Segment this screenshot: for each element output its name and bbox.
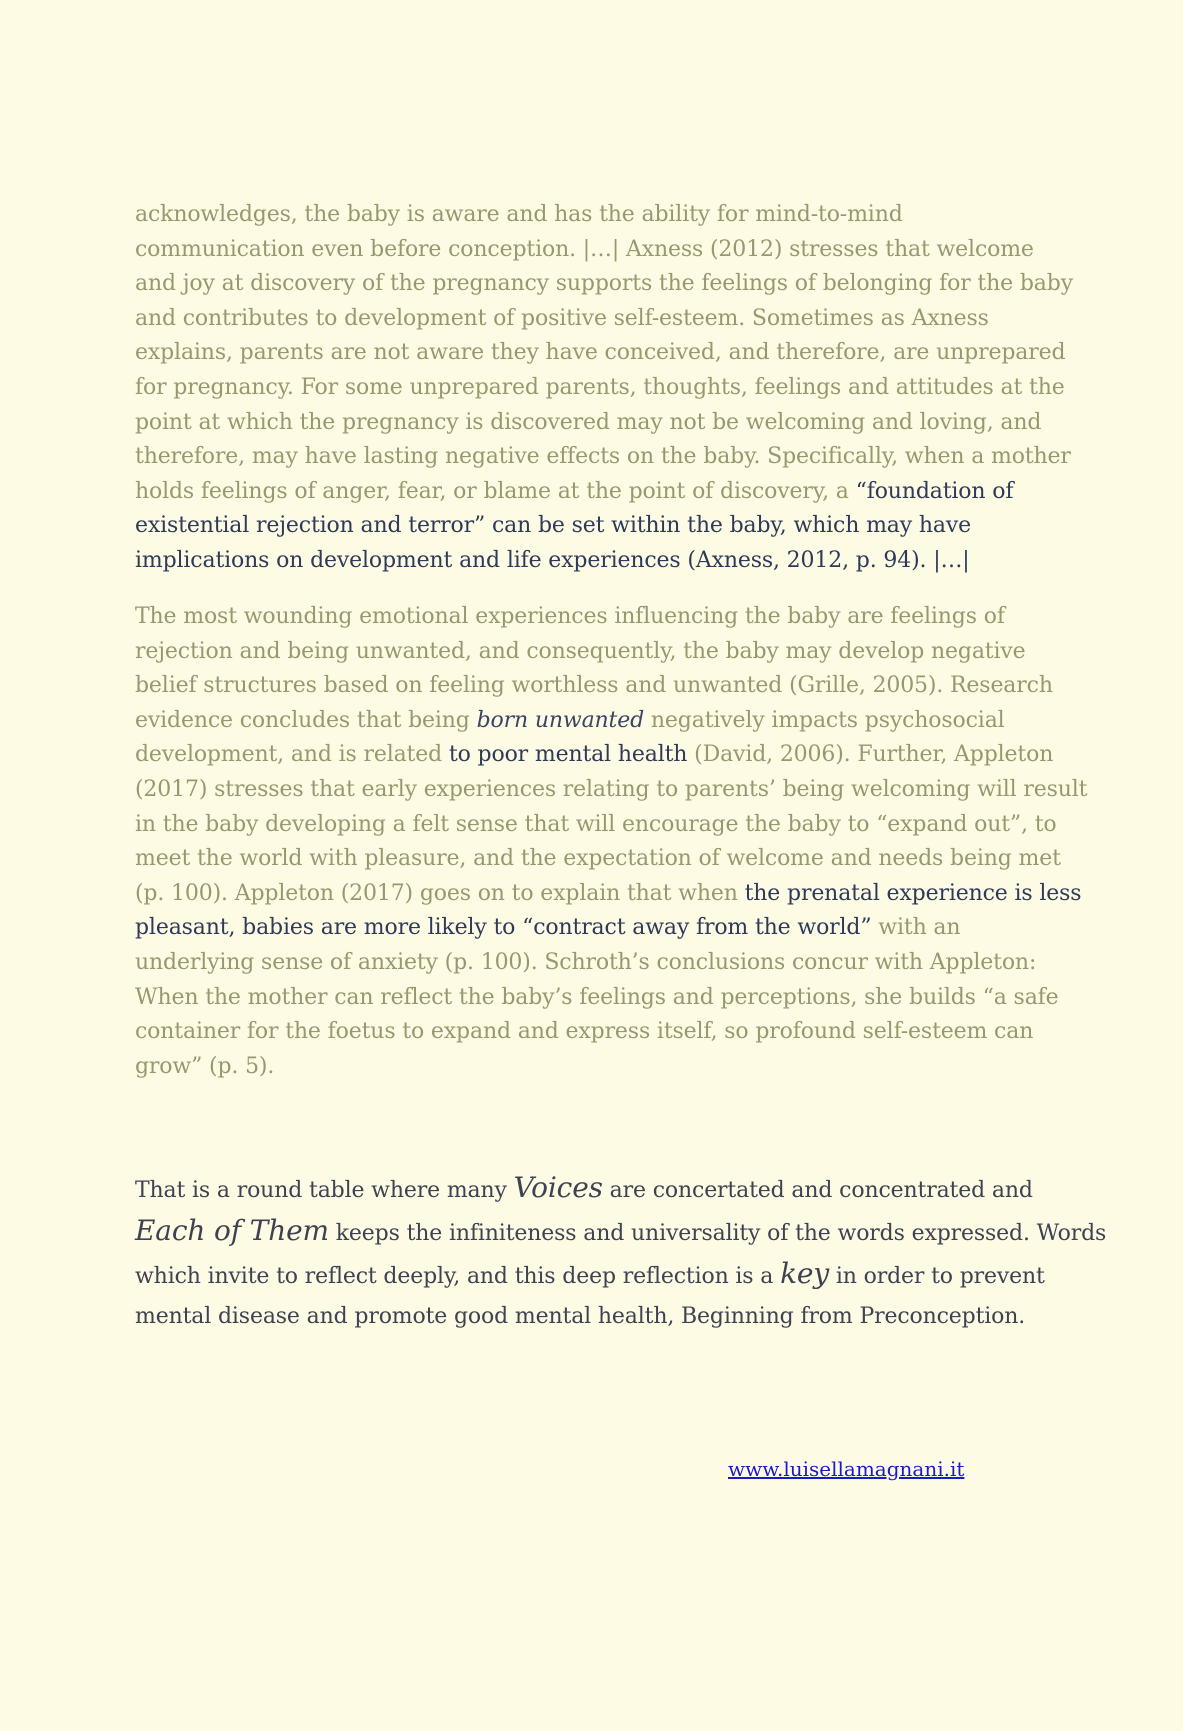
text-run: (David, 2006). Further, Appleton bbox=[687, 742, 1054, 768]
text-line: (2017) stresses that early experiences relating to parents’ being welcoming will result bbox=[135, 776, 1088, 802]
text-line: underlying sense of anxiety (p. 100). Schroth’s conclusions concur with Appleton: bbox=[135, 949, 1037, 975]
text-line bbox=[135, 1211, 1107, 1254]
italic-text: born unwanted bbox=[476, 707, 645, 733]
text-line: container for the foetus to expand and express itself, so profound self-esteem can bbox=[135, 1019, 1034, 1045]
italic-emphasis: Each of Them bbox=[135, 1214, 329, 1247]
text-line: point at which the pregnancy is discovered may not be welcoming and loving, and bbox=[135, 409, 1042, 435]
text-run: development, and is related bbox=[135, 742, 449, 768]
italic-emphasis: key bbox=[780, 1257, 830, 1290]
text-line: explains, parents are not aware they have conceived, and therefore, are unprepared bbox=[135, 340, 1066, 366]
text-line: rejection and being unwanted, and consequently, the baby may develop negative bbox=[135, 638, 1026, 664]
text-line bbox=[135, 738, 1075, 773]
text-line bbox=[135, 1168, 1095, 1211]
text-run: negatively impacts psychosocial bbox=[644, 707, 1005, 733]
highlighted-text: to poor mental health bbox=[448, 742, 688, 768]
italic-emphasis: Voices bbox=[513, 1171, 603, 1204]
text-run: in order to prevent bbox=[829, 1264, 1045, 1289]
text-line bbox=[135, 911, 1075, 946]
text-line: for pregnancy. For some unprepared parents, thoughts, feelings and attitudes at the bbox=[135, 374, 1065, 400]
paragraph-axness bbox=[135, 198, 1075, 579]
text-line bbox=[135, 475, 1075, 510]
highlighted-line: existential rejection and terror” can be set within the baby, which may have bbox=[135, 513, 972, 539]
text-line: The most wounding emotional experiences influencing the baby are feelings of bbox=[135, 604, 1005, 629]
highlighted-line: implications on development and life experiences (Axness, 2012, p. 94). |…| bbox=[135, 547, 970, 573]
website-link[interactable]: www.luisellamagnani.it bbox=[728, 1457, 965, 1481]
text-run: evidence concludes that being bbox=[135, 707, 477, 733]
text-line: When the mother can reflect the baby’s feelings and perceptions, she builds “a safe bbox=[135, 984, 1059, 1010]
text-line: in the baby developing a felt sense that will encourage the baby to “expand out”, to bbox=[135, 811, 1057, 837]
text-line: grow” (p. 5). bbox=[135, 1053, 275, 1079]
text-line: and contributes to development of positive self-esteem. Sometimes as Axness bbox=[135, 305, 989, 331]
text-run: keeps the infiniteness and universality of the words expressed. Words bbox=[328, 1221, 1107, 1246]
text-line: belief structures based on feeling worthless and unwanted (Grille, 2005). Research bbox=[135, 673, 1053, 699]
highlighted-text: pleasant, babies are more likely to “contract away from the world” bbox=[135, 915, 872, 941]
text-run: which invite to reflect deeply, and this deep reflection is a bbox=[135, 1264, 781, 1289]
text-line bbox=[135, 1254, 1095, 1297]
paragraph-wounding-experiences bbox=[135, 600, 1088, 1084]
text-line: meet the world with pleasure, and the expectation of welcome and needs being met bbox=[135, 846, 1061, 872]
text-line bbox=[135, 877, 1082, 912]
text-run: (p. 100). Appleton (2017) goes on to explain that when bbox=[135, 880, 745, 906]
highlighted-text: “foundation of bbox=[855, 478, 1014, 504]
text-line: therefore, may have lasting negative effects on the baby. Specifically, when a mother bbox=[135, 444, 1071, 470]
highlighted-text: the prenatal experience is less bbox=[744, 880, 1082, 906]
text-line bbox=[135, 704, 1075, 739]
text-run: are concertated and concentrated and bbox=[602, 1178, 1033, 1203]
text-run: with an bbox=[871, 915, 961, 941]
text-run: That is a round table where many bbox=[135, 1178, 514, 1203]
text-run: holds feelings of anger, fear, or blame at the point of discovery, a bbox=[135, 478, 856, 504]
text-line: acknowledges, the baby is aware and has the ability for mind-to-mind bbox=[135, 202, 903, 227]
closing-paragraph bbox=[135, 1168, 1107, 1337]
text-line: mental disease and promote good mental health, Beginning from Preconception. bbox=[135, 1304, 1026, 1329]
text-line: and joy at discovery of the pregnancy supports the feelings of belonging for the baby bbox=[135, 271, 1073, 297]
text-line: communication even before conception. |…| Axness (2012) stresses that welcome bbox=[135, 236, 1034, 262]
